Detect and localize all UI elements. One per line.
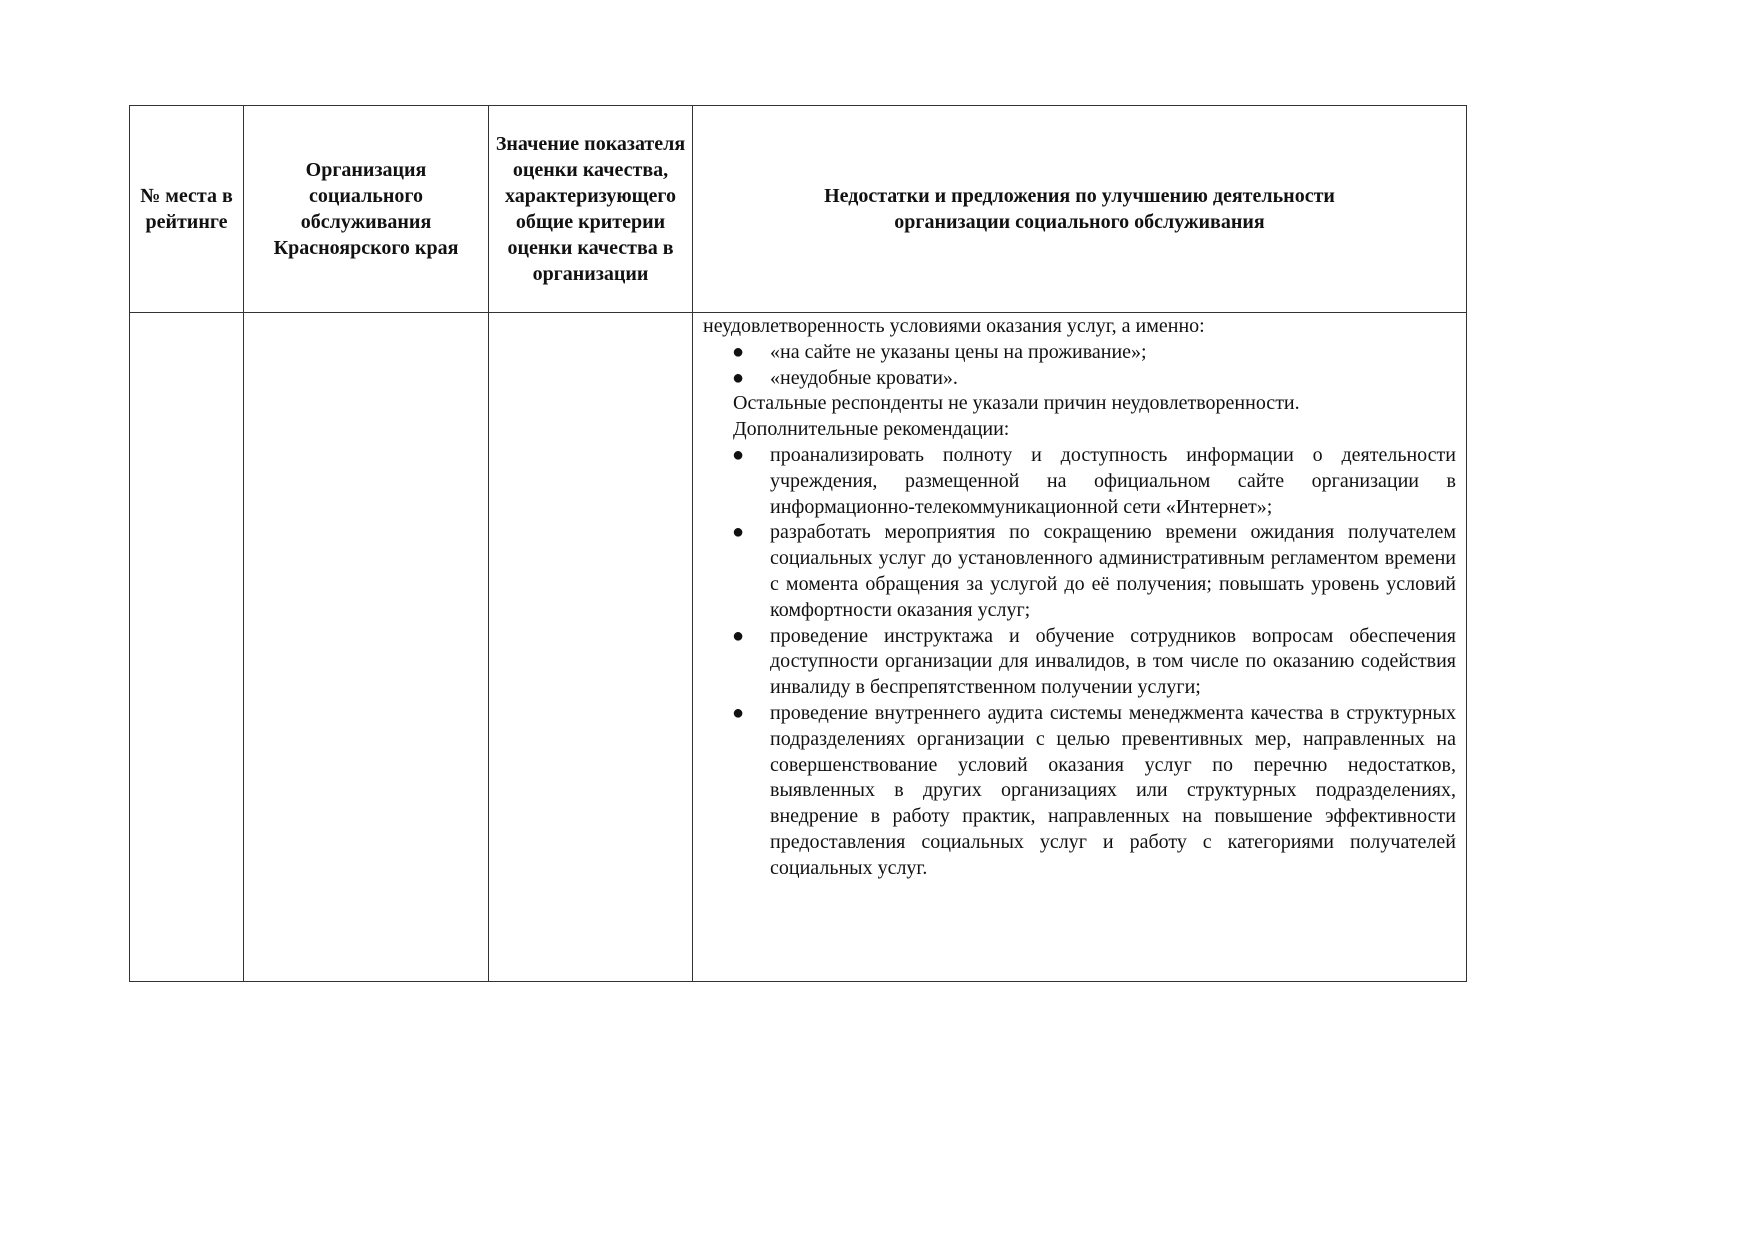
header-shortcomings-text: Недостатки и предложения по улучшению деятельности организации социального обслуживания xyxy=(824,185,1335,233)
cell-rank xyxy=(130,313,244,982)
recommendation-text: проведение внутреннего аудита системы менеджмента качества в структурных подразделениях организации с целью превентивных мер, направленных на совершенствование условий оказания услуг по перечню недостатков, выявленных в других организациях или структурных подразделениях, внедрение в работу практик, направленных на повышение эффективности предоставления социальных услуг и работу с категориями получателей социальных услуг. xyxy=(770,701,1456,879)
header-rank xyxy=(130,106,244,313)
header-organization-text: Организация социального обслуживания Красноярского края xyxy=(273,159,459,259)
header-organization xyxy=(244,106,489,313)
cell-shortcomings xyxy=(693,313,1467,982)
complaints-list xyxy=(703,340,1456,392)
bullet-dot-icon: ● xyxy=(732,443,745,466)
recommendations-title: Дополнительные рекомендации: xyxy=(733,418,1010,441)
header-rank-text: № места в рейтинге xyxy=(140,185,233,233)
bullet-dot-icon: ● xyxy=(732,366,745,389)
bullet-dot-icon: ● xyxy=(732,624,745,647)
recommendation-text: проведение инструктажа и обучение сотрудников вопросам обеспечения доступности организации для инвалидов, в том числе по оказанию содействия инвалиду в беспрепятственном получении услуги; xyxy=(770,624,1456,699)
bullet-dot-icon: ● xyxy=(732,701,745,724)
complaint-text: «на сайте не указаны цены на проживание»; xyxy=(770,340,1147,363)
list-item xyxy=(703,443,1456,520)
header-shortcomings xyxy=(693,106,1467,313)
cell-value xyxy=(489,313,693,982)
list-item xyxy=(703,520,1456,623)
list-item xyxy=(703,366,1456,392)
bullet-dot-icon: ● xyxy=(732,340,745,363)
header-row xyxy=(130,106,1467,313)
list-item xyxy=(703,701,1456,882)
list-item xyxy=(703,340,1456,366)
report-table xyxy=(129,105,1467,982)
note-text: Остальные респонденты не указали причин неудовлетворенности. xyxy=(733,392,1300,415)
complaint-text: «неудобные кровати». xyxy=(770,366,958,389)
intro-text: неудовлетворенность условиями оказания услуг, а именно: xyxy=(703,315,1205,337)
table-row xyxy=(130,313,1467,982)
header-value-text: Значение показателя оценки качества, характеризующего общие критерии оценки качества в организации xyxy=(495,133,686,285)
header-value xyxy=(489,106,693,313)
recommendation-text: разработать мероприятия по сокращению времени ожидания получателем социальных услуг до установленного административным регламентом времени с момента обращения за услугой до её получения; повышать уровень условий комфортности оказания услуг; xyxy=(770,521,1456,621)
list-item xyxy=(703,624,1456,701)
bullet-dot-icon: ● xyxy=(732,521,745,544)
recommendation-text: проанализировать полноту и доступность информации о деятельности учреждения, размещенной на официальном сайте организации в информационно-телекоммуникационной сети «Интернет»; xyxy=(770,443,1456,518)
cell-organization xyxy=(244,313,489,982)
recommendations-list xyxy=(703,443,1456,882)
